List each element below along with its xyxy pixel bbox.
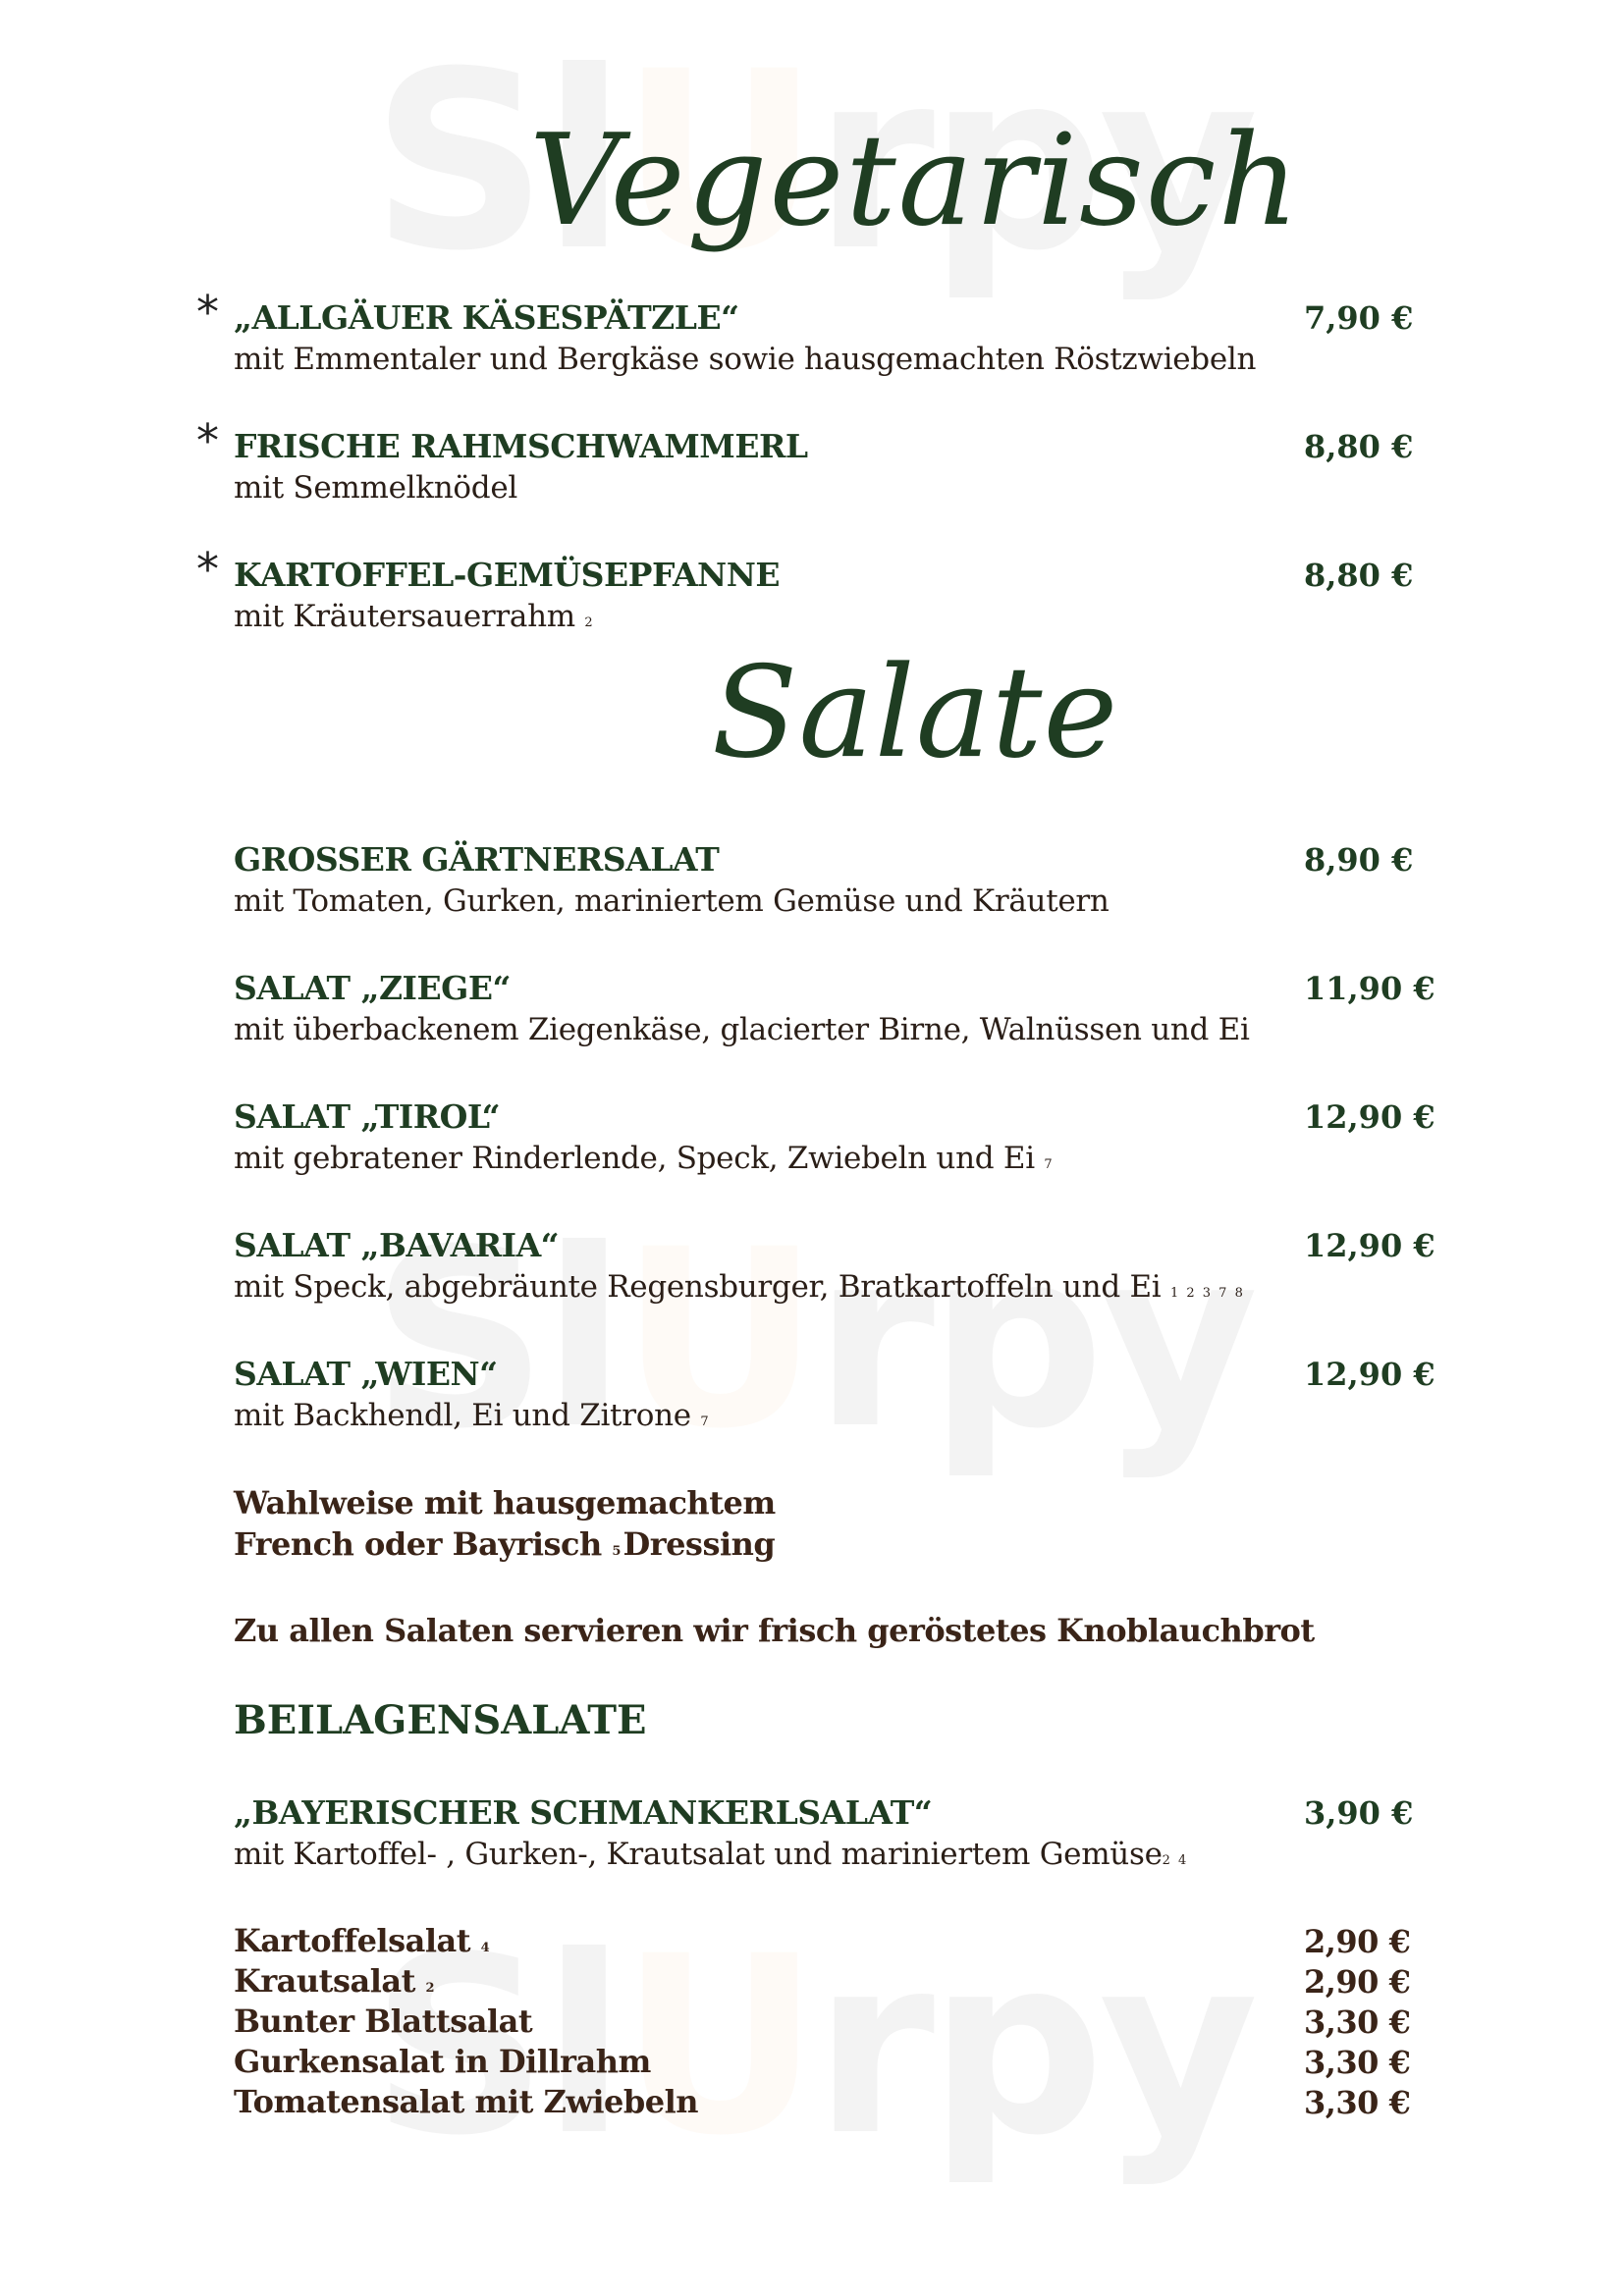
side-salad-name: Kartoffelsalat (234, 1922, 470, 1959)
side-salad-row (234, 2082, 1432, 2122)
allergen-codes: 5 (612, 1544, 623, 1559)
side-salad-price: 2,90 € (1304, 1963, 1411, 2001)
menu-item-price: 7,90 € (1304, 299, 1414, 337)
menu-item-name: „BAYERISCHER SCHMANKERLSALAT“ (234, 1793, 933, 1832)
section-title-salate: Salate (711, 640, 1119, 786)
menu-item-description: mit Emmentaler und Bergkäse sowie hausgemachten Röstzwiebeln (234, 342, 1257, 377)
menu-item (196, 543, 1432, 644)
menu-item-description: mit überbackenem Ziegenkäse, glacierter Birne, Walnüssen und Ei (234, 1012, 1250, 1047)
dressing-note-text: French oder Bayrisch (234, 1525, 602, 1563)
side-salad-price: 2,90 € (1304, 1923, 1411, 1960)
side-salad-row (234, 2002, 1432, 2042)
menu-item-description: mit Kartoffel- , Gurken-, Krautsalat und mariniertem Gemüse (234, 1837, 1163, 1872)
bread-note: Zu allen Salaten servieren wir frisch geröstetes Knoblauchbrot (234, 1612, 1315, 1649)
menu-item-name: „ALLGÄUER KÄSESPÄTZLE“ (234, 298, 739, 337)
menu-item-price: 12,90 € (1304, 1227, 1435, 1264)
menu-item-price: 12,90 € (1304, 1098, 1435, 1136)
side-salad-name: Bunter Blattsalat (234, 2002, 533, 2040)
menu-item-description: mit Speck, abgebräunte Regensburger, Bratkartoffeln und Ei (234, 1269, 1162, 1305)
dressing-note-text: Dressing (623, 1525, 776, 1563)
menu-item (196, 414, 1432, 508)
side-salad-row (234, 2042, 1432, 2082)
menu-item-price: 12,90 € (1304, 1356, 1435, 1393)
menu-item-price: 11,90 € (1304, 970, 1435, 1007)
dressing-note-line: Wahlweise mit hausgemachtem (234, 1484, 776, 1522)
menu-item-description: mit Kräutersauerrahm (234, 599, 575, 634)
menu-item (196, 286, 1432, 380)
menu-item-name: KARTOFFEL-GEMÜSEPFANNE (234, 556, 781, 594)
side-salad-name: Gurkensalat in Dillrahm (234, 2043, 651, 2080)
side-salad-name: Tomatensalat mit Zwiebeln (234, 2083, 699, 2120)
allergen-codes: 7 (700, 1415, 711, 1429)
menu-item (234, 1225, 1435, 1314)
menu-item (234, 1354, 1435, 1443)
menu-item-description: mit Tomaten, Gurken, mariniertem Gemüse und Kräutern (234, 883, 1110, 919)
section-title-vegetarisch: Vegetarisch (529, 108, 1301, 254)
vegetarian-marker-icon: * (196, 414, 219, 467)
menu-item-price: 3,90 € (1304, 1794, 1414, 1832)
menu-item-name: SALAT „WIEN“ (234, 1355, 498, 1393)
side-salad-name: Krautsalat (234, 1962, 415, 2000)
menu-item-description: mit Semmelknödel (234, 470, 517, 506)
allergen-codes: 2 (584, 615, 595, 630)
menu-item-price: 8,80 € (1304, 557, 1414, 594)
menu-item-name: FRISCHE RAHMSCHWAMMERL (234, 427, 808, 465)
menu-item-name: GROSSER GÄRTNERSALAT (234, 840, 720, 879)
vegetarian-marker-icon: * (196, 286, 219, 339)
allergen-codes: 7 (1044, 1157, 1055, 1172)
menu-item-description: mit Backhendl, Ei und Zitrone (234, 1398, 691, 1433)
allergen-codes: 2 4 (1162, 1853, 1189, 1868)
menu-item (234, 839, 1432, 922)
menu-item (234, 1096, 1435, 1186)
dressing-note (234, 1482, 776, 1573)
menu-item-price: 8,80 € (1304, 428, 1414, 465)
menu-item-name: SALAT „BAVARIA“ (234, 1226, 560, 1264)
menu-item-price: 8,90 € (1304, 841, 1414, 879)
allergen-codes: 4 (480, 1941, 492, 1955)
allergen-codes: 1 2 3 7 8 (1169, 1286, 1245, 1301)
menu-item (234, 968, 1435, 1050)
menu-item (234, 1792, 1432, 1882)
menu-item-name: SALAT „ZIEGE“ (234, 969, 511, 1007)
section-title-beilagensalate: BEILAGENSALATE (234, 1697, 647, 1743)
menu-item-name: SALAT „TIROL“ (234, 1097, 501, 1136)
vegetarian-marker-icon: * (196, 543, 219, 596)
side-salad-price: 3,30 € (1304, 2003, 1411, 2041)
menu-item-description: mit gebratener Rinderlende, Speck, Zwiebeln und Ei (234, 1141, 1035, 1176)
side-salad-price: 3,30 € (1304, 2084, 1411, 2121)
side-salad-price: 3,30 € (1304, 2044, 1411, 2081)
allergen-codes: 2 (425, 1981, 437, 1996)
